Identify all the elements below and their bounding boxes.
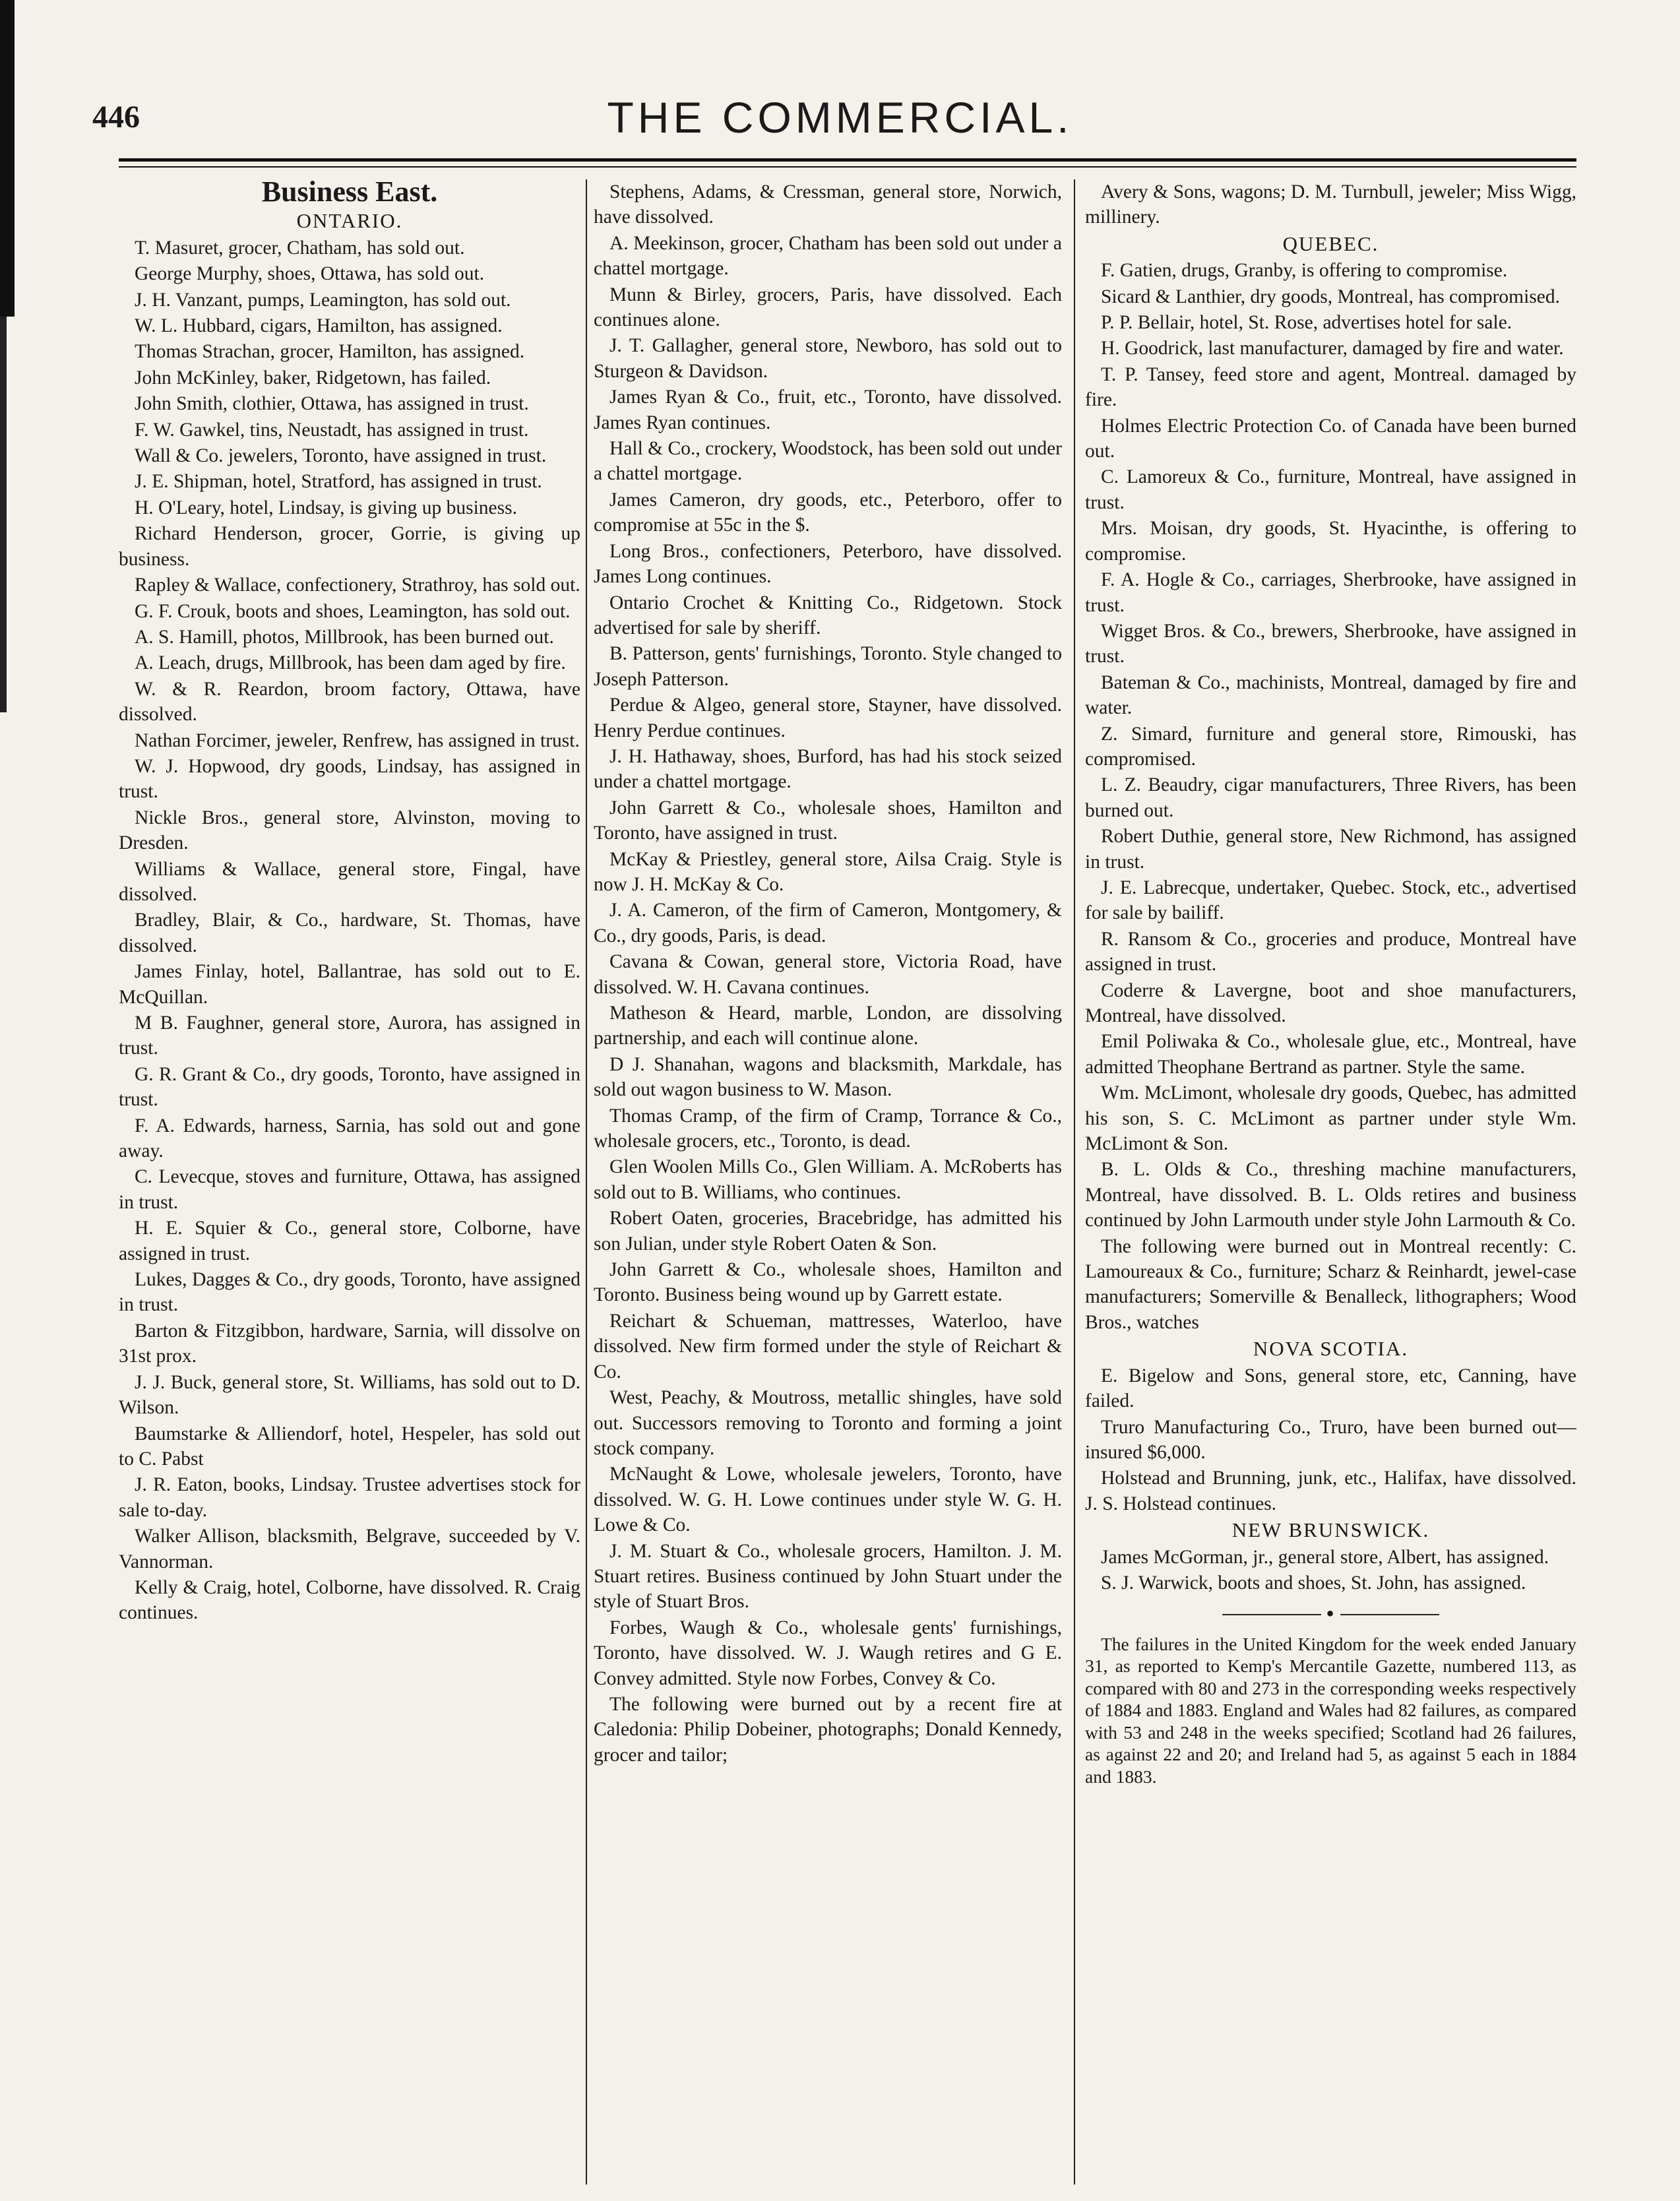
notice-item: John Garrett & Co., wholesale shoes, Hamilton and Toronto. Business being wound up by Garrett estate. <box>594 1259 1062 1306</box>
notice-item: Nathan Forcimer, jeweler, Renfrew, has assigned in trust. <box>135 729 580 751</box>
notice-item: Walker Allison, blacksmith, Belgrave, succeeded by V. Vannorman. <box>119 1526 580 1572</box>
notice-item: James Cameron, dry goods, etc., Peterboro, offer to compromise at 55c in the $. <box>594 489 1062 536</box>
notice-item: Williams & Wallace, general store, Fingal, have dissolved. <box>119 858 580 905</box>
notice-item: Barton & Fitzgibbon, hardware, Sarnia, will dissolve on 31st prox. <box>119 1320 580 1367</box>
notice-item: J. H. Vanzant, pumps, Leamington, has sold out. <box>135 289 511 311</box>
notice-item: West, Peachy, & Moutross, metallic shingles, have sold out. Successors removing to Toronto and forming a joint stock company. <box>594 1387 1062 1459</box>
notice-item: The following were burned out in Montreal recently: C. Lamoureaux & Co., furniture; Scharz & Reinhardt, jewel-case manufacturers; Somerville & Benalleck, lithographers; Wood Bros., watches <box>1085 1235 1576 1333</box>
quebec-items <box>1085 258 1576 1335</box>
ontario-items-end <box>1085 179 1576 230</box>
notice-item: J. H. Hathaway, shoes, Burford, has had his stock seized under a chattel mortgage. <box>594 745 1062 793</box>
masthead-rule-thick <box>119 158 1576 162</box>
notice-item: Holstead and Brunning, junk, etc., Halifax, have dissolved. J. S. Holstead continues. <box>1085 1468 1576 1514</box>
notice-item: B. Patterson, gents' furnishings, Toronto. Style changed to Joseph Patterson. <box>594 643 1062 690</box>
notice-item: Matheson & Heard, marble, London, are dissolving partnership, and each will continue alone. <box>594 1003 1062 1049</box>
notice-item: E. Bigelow and Sons, general store, etc, Canning, have failed. <box>1085 1365 1576 1412</box>
notice-item: H. Goodrick, last manufacturer, damaged by fire and water. <box>1101 338 1564 359</box>
notice-item: L. Z. Beaudry, cigar manufacturers, Three Rivers, has been burned out. <box>1085 774 1576 821</box>
notice-item: F. A. Edwards, harness, Sarnia, has sold out and gone away. <box>119 1115 580 1162</box>
notice-item: Holmes Electric Protection Co. of Canada have been burned out. <box>1085 415 1576 462</box>
notice-item: Perdue & Algeo, general store, Stayner, have dissolved. Henry Perdue continues. <box>594 695 1062 741</box>
notice-item: T. Masuret, grocer, Chatham, has sold out. <box>135 237 465 259</box>
notice-item: A. S. Hamill, photos, Millbrook, has been burned out. <box>135 626 554 648</box>
notice-item: Hall & Co., crockery, Woodstock, has been sold out under a chattel mortgage. <box>594 438 1062 485</box>
column-3 <box>1085 179 1576 2158</box>
notice-item: J. R. Eaton, books, Lindsay. Trustee advertises stock for sale to-day. <box>119 1474 580 1521</box>
notice-item: J. A. Cameron, of the firm of Cameron, Montgomery, & Co., dry goods, Paris, is dead. <box>594 900 1062 946</box>
page-number: 446 <box>92 100 140 135</box>
notice-item: J. E. Shipman, hotel, Stratford, has assigned in trust. <box>135 471 542 493</box>
notice-item: Wm. McLimont, wholesale dry goods, Quebec, has admitted his son, S. C. McLimont as partner under style Wm. McLimont & Son. <box>1085 1082 1576 1155</box>
notice-item: G. F. Crouk, boots and shoes, Leamington, has sold out. <box>135 600 571 622</box>
masthead-title: THE COMMERCIAL. <box>607 93 1073 142</box>
notice-item: Coderre & Lavergne, boot and shoe manufacturers, Montreal, have dissolved. <box>1085 979 1576 1026</box>
notice-item: Lukes, Dagges & Co., dry goods, Toronto, have assigned in trust. <box>119 1269 580 1316</box>
notice-item: McKay & Priestley, general store, Ailsa Craig. Style is now J. H. McKay & Co. <box>594 848 1062 895</box>
notice-item: The following were burned out by a recent fire at Caledonia: Philip Dobeiner, photographs; Donald Kennedy, grocer and tailor; <box>594 1693 1062 1766</box>
notice-item: Wigget Bros. & Co., brewers, Sherbrooke, have assigned in trust. <box>1085 620 1576 667</box>
notice-item: Reichart & Schueman, mattresses, Waterloo, have dissolved. New firm formed under the style of Reichart & Co. <box>594 1310 1062 1382</box>
notice-item: C. Levecque, stoves and furniture, Ottawa, has assigned in trust. <box>119 1166 580 1213</box>
notice-item: W. L. Hubbard, cigars, Hamilton, has assigned. <box>135 315 503 337</box>
section-heading: Business East. <box>261 179 438 208</box>
notice-item: Thomas Strachan, grocer, Hamilton, has assigned. <box>135 341 525 363</box>
column-divider-1 <box>586 179 587 2185</box>
notice-item: Robert Duthie, general store, New Richmond, has assigned in trust. <box>1085 826 1576 873</box>
notice-item: Cavana & Cowan, general store, Victoria Road, have dissolved. W. H. Cavana continues. <box>594 951 1062 998</box>
column-divider-2 <box>1074 179 1075 2185</box>
new-brunswick-items <box>1085 1545 1576 1596</box>
notice-item: R. Ransom & Co., groceries and produce, Montreal have assigned in trust. <box>1085 928 1576 976</box>
masthead-rule-thin <box>119 166 1576 168</box>
notice-item: Munn & Birley, grocers, Paris, have dissolved. Each continues alone. <box>594 284 1062 331</box>
notice-item: W. & R. Reardon, broom factory, Ottawa, have dissolved. <box>119 678 580 726</box>
notice-item: John Smith, clothier, Ottawa, has assigned in trust. <box>135 393 529 415</box>
notice-item: Bateman & Co., machinists, Montreal, damaged by fire and water. <box>1085 671 1576 719</box>
notice-item: Wall & Co. jewelers, Toronto, have assigned in trust. <box>135 445 547 467</box>
notice-item: G. R. Grant & Co., dry goods, Toronto, have assigned in trust. <box>119 1063 580 1111</box>
subheading-nova-scotia: NOVA SCOTIA. <box>1253 1337 1409 1361</box>
notice-item: George Murphy, shoes, Ottawa, has sold out. <box>135 263 485 285</box>
notice-item: James Finlay, hotel, Ballantrae, has sold out to E. McQuillan. <box>119 961 580 1008</box>
notice-item: W. J. Hopwood, dry goods, Lindsay, has assigned in trust. <box>119 755 580 803</box>
scan-edge-mark <box>0 0 15 317</box>
notice-item: Ontario Crochet & Knitting Co., Ridgetown. Stock advertised for sale by sheriff. <box>594 592 1062 638</box>
notice-item: T. P. Tansey, feed store and agent, Montreal. damaged by fire. <box>1085 363 1576 411</box>
notice-item: Glen Woolen Mills Co., Glen William. A. McRoberts has sold out to B. Williams, who continues. <box>594 1156 1062 1203</box>
subheading-quebec: QUEBEC. <box>1282 232 1379 255</box>
notice-item: Nickle Bros., general store, Alvinston, moving to Dresden. <box>119 807 580 854</box>
notice-item: M B. Faughner, general store, Aurora, has assigned in trust. <box>119 1012 580 1059</box>
notice-item: Robert Oaten, groceries, Bracebridge, has admitted his son Julian, under style Robert Oaten & Son. <box>594 1208 1062 1255</box>
notice-item: D J. Shanahan, wagons and blacksmith, Markdale, has sold out wagon business to W. Mason. <box>594 1053 1062 1101</box>
notice-item: Forbes, Waugh & Co., wholesale gents' furnishings, Toronto, have dissolved. W. J. Waugh retires and G E. Convey admitted. Style now Forbes, Convey & Co. <box>594 1617 1062 1689</box>
notice-item: C. Lamoreux & Co., furniture, Montreal, have assigned in trust. <box>1085 466 1576 513</box>
notice-item: J. E. Labrecque, undertaker, Quebec. Stock, etc., advertised for sale by bailiff. <box>1085 877 1576 924</box>
notice-item: Baumstarke & Alliendorf, hotel, Hespeler, has sold out to C. Pabst <box>119 1423 580 1470</box>
section-ornament: ● <box>1085 1601 1576 1626</box>
notice-item: McNaught & Lowe, wholesale jewelers, Toronto, have dissolved. W. G. H. Lowe continues under style W. G. H. Lowe & Co. <box>594 1464 1062 1536</box>
notice-item: Avery & Sons, wagons; D. M. Turnbull, jeweler; Miss Wigg, millinery. <box>1085 181 1576 228</box>
scan-edge-mark-lower <box>0 317 7 712</box>
notice-item: Emil Poliwaka & Co., wholesale glue, etc., Montreal, have admitted Theophane Bertrand as partner. Style the same. <box>1085 1031 1576 1078</box>
notice-item: John McKinley, baker, Ridgetown, has failed. <box>135 367 491 388</box>
notice-item: F. A. Hogle & Co., carriages, Sherbrooke, have assigned in trust. <box>1085 569 1576 616</box>
notice-item: James Ryan & Co., fruit, etc., Toronto, have dissolved. James Ryan continues. <box>594 387 1062 433</box>
notice-item: Rapley & Wallace, confectionery, Strathroy, has sold out. <box>135 574 580 596</box>
notice-item: Richard Henderson, grocer, Gorrie, is giving up business. <box>119 523 580 570</box>
notice-item: Kelly & Craig, hotel, Colborne, have dissolved. R. Craig continues. <box>119 1576 580 1624</box>
notice-item: B. L. Olds & Co., threshing machine manufacturers, Montreal, have dissolved. B. L. Olds retires and business continued by John Larmouth under style John Larmouth & Co. <box>1085 1159 1576 1231</box>
nova-scotia-items <box>1085 1363 1576 1516</box>
notice-item: F. W. Gawkel, tins, Neustadt, has assigned in trust. <box>135 419 529 441</box>
notice-item: Thomas Cramp, of the firm of Cramp, Torrance & Co., wholesale grocers, etc., Toronto, is dead. <box>594 1105 1062 1152</box>
ontario-items-continued <box>594 179 1062 1768</box>
notice-item: A. Leach, drugs, Millbrook, has been dam aged by fire. <box>135 652 566 674</box>
notice-item: H. E. Squier & Co., general store, Colborne, have assigned in trust. <box>119 1218 580 1264</box>
notice-item: Long Bros., confectioners, Peterboro, have dissolved. James Long continues. <box>594 540 1062 588</box>
notice-item: J. T. Gallagher, general store, Newboro, has sold out to Sturgeon & Davidson. <box>594 335 1062 382</box>
notice-item: Stephens, Adams, & Cressman, general store, Norwich, have dissolved. <box>594 181 1062 228</box>
notice-item: Mrs. Moisan, dry goods, St. Hyacinthe, is offering to compromise. <box>1085 518 1576 565</box>
notice-item: J. J. Buck, general store, St. Williams, has sold out to D. Wilson. <box>119 1371 580 1419</box>
notice-item: Truro Manufacturing Co., Truro, have been burned out—insured $6,000. <box>1085 1416 1576 1463</box>
notice-item: P. P. Bellair, hotel, St. Rose, advertises hotel for sale. <box>1101 312 1512 334</box>
notice-item: John Garrett & Co., wholesale shoes, Hamilton and Toronto, have assigned in trust. <box>594 797 1062 844</box>
subheading-ontario: ONTARIO. <box>296 209 403 233</box>
notice-item: S. J. Warwick, boots and shoes, St. John, has assigned. <box>1101 1572 1526 1594</box>
closing-note: The failures in the United Kingdom for the week ended January 31, as reported to Kemp's Mercantile Gazette, numbered 113, as compared with 80 and 273 in the corresponding weeks respectively of 1884 and 1883. England and Wales had 82 failures, as compared with 53 and 248 in the weeks specified; Scotland had 26 failures, as against 22 and 20; and Ireland had 5, as against 5 each in 1884 and 1883. <box>1085 1633 1576 1787</box>
notice-item: Sicard & Lanthier, dry goods, Montreal, has compromised. <box>1101 286 1561 307</box>
column-2 <box>594 179 1062 2158</box>
notice-item: James McGorman, jr., general store, Albert, has assigned. <box>1101 1546 1549 1568</box>
ontario-items <box>119 235 580 1626</box>
notice-item: A. Meekinson, grocer, Chatham has been sold out under a chattel mortgage. <box>594 232 1062 280</box>
notice-item: F. Gatien, drugs, Granby, is offering to compromise. <box>1101 260 1508 282</box>
notice-item: J. M. Stuart & Co., wholesale grocers, Hamilton. J. M. Stuart retires. Business continued by John Stuart under the style of Stuart Bros. <box>594 1540 1062 1613</box>
notice-item: Bradley, Blair, & Co., hardware, St. Thomas, have dissolved. <box>119 910 580 956</box>
notice-item: Z. Simard, furniture and general store, Rimouski, has compromised. <box>1085 723 1576 770</box>
subheading-new-brunswick: NEW BRUNSWICK. <box>1231 1518 1430 1542</box>
notice-item: H. O'Leary, hotel, Lindsay, is giving up business. <box>135 497 517 518</box>
column-1 <box>119 179 580 2158</box>
